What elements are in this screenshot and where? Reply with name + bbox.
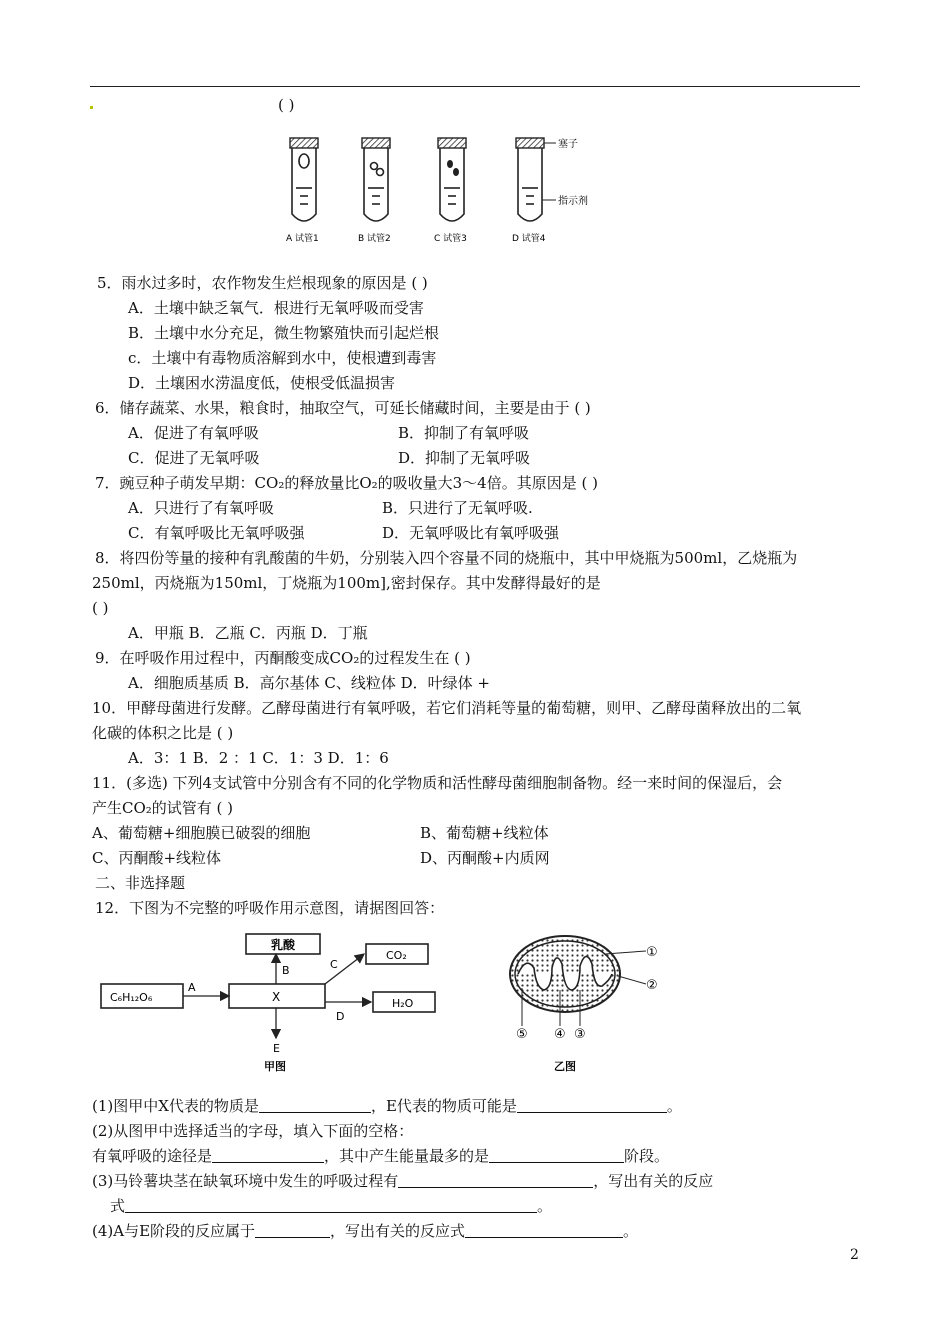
test-tube-figure bbox=[270, 128, 600, 246]
h2o-label: H₂O bbox=[392, 997, 414, 1010]
label-2: ② bbox=[646, 978, 658, 993]
answer-2b-end: 阶段。 bbox=[624, 1147, 670, 1165]
q4-bracket: ( ) bbox=[278, 96, 295, 114]
q7-option-d: D．无氧呼吸比有氧呼吸强 bbox=[382, 524, 560, 542]
page-number: 2 bbox=[850, 1247, 859, 1263]
tube-4 bbox=[516, 138, 556, 221]
answer-3 bbox=[92, 1171, 713, 1191]
tube-1 bbox=[290, 138, 318, 221]
tube-label-1: A 试管1 bbox=[286, 234, 319, 244]
tube-label-2: B 试管2 bbox=[358, 234, 391, 244]
label-5: ⑤ bbox=[516, 1027, 528, 1042]
q7-option-b: B．只进行了无氧呼吸. bbox=[382, 499, 533, 517]
q8-options: A．甲瓶 B．乙瓶 C．丙瓶 D．丁瓶 bbox=[128, 624, 368, 642]
answer-2b-blank-2[interactable] bbox=[489, 1147, 624, 1163]
q11-option-d: D、丙酮酸+内质网 bbox=[420, 849, 550, 867]
q12-stem: 12．下图为不完整的呼吸作用示意图，请据图回答： bbox=[95, 899, 445, 917]
answer-1-blank-2[interactable] bbox=[517, 1097, 667, 1113]
tube-2 bbox=[362, 138, 390, 221]
answer-2b-prefix: 有氧呼吸的途径是 bbox=[92, 1147, 213, 1165]
q11-option-b: B、葡萄糖+线粒体 bbox=[420, 824, 549, 842]
q8-line-1: 8．将四份等量的接种有乳酸菌的牛奶，分别装入四个容量不同的烧瓶中，其中甲烧瓶为500ml，乙烧瓶为 bbox=[95, 549, 798, 567]
answer-1 bbox=[92, 1096, 682, 1116]
q10-line-2: 化碳的体积之比是 ( ) bbox=[92, 724, 234, 742]
answer-1-prefix: (1)图甲中X代表的物质是 bbox=[92, 1097, 259, 1115]
figure-jia bbox=[96, 928, 441, 1074]
q10-options: A．3：1 B．2 ：1 C．1：3 D．1：6 bbox=[128, 749, 389, 767]
answer-3-prefix: (3)马铃薯块茎在缺氧环境中发生的呼吸过程有 bbox=[92, 1172, 399, 1190]
label-b: B bbox=[282, 964, 290, 977]
q6-stem: 6．储存蔬菜、水果，粮食时，抽取空气，可延长储藏时间，主要是由于 ( ) bbox=[95, 399, 591, 417]
q7-option-c: C．有氧呼吸比无氧呼吸强 bbox=[128, 524, 305, 542]
label-c: C bbox=[330, 958, 338, 971]
q11-line-1: 11．(多选) 下列4支试管中分别含有不同的化学物质和活性酵母菌细胞制备物。经一来时间的保湿后，会 bbox=[92, 774, 783, 792]
q5-option-c: c．土壤中有毒物质溶解到水中，使根遭到毒害 bbox=[128, 349, 437, 367]
glucose-label: C₆H₁₂O₆ bbox=[110, 991, 153, 1004]
answer-2: (2)从图甲中选择适当的字母，填入下面的空格： bbox=[92, 1122, 414, 1140]
answer-1-blank-1[interactable] bbox=[259, 1097, 371, 1113]
answer-4-blank-2[interactable] bbox=[465, 1222, 623, 1238]
answer-3b-end: 。 bbox=[537, 1197, 553, 1215]
answer-4-end: 。 bbox=[623, 1222, 639, 1240]
q5-option-a: A．土壤中缺乏氧气．根进行无氧呼吸而受害 bbox=[128, 299, 424, 317]
label-a: A bbox=[188, 981, 196, 994]
figure-yi-caption: 乙图 bbox=[554, 1060, 576, 1073]
q6-option-a: A．促进了有氧呼吸 bbox=[128, 424, 259, 442]
answer-3b-blank[interactable] bbox=[125, 1197, 537, 1213]
page-mark bbox=[90, 106, 93, 109]
answer-3b bbox=[110, 1196, 552, 1216]
stopper-label: 塞子 bbox=[558, 139, 578, 150]
label-4: ④ bbox=[554, 1027, 566, 1042]
q11-line-2: 产生CO₂的试管有 ( ) bbox=[92, 799, 234, 817]
answer-3b-prefix: 式 bbox=[110, 1197, 126, 1215]
answer-3-middle: ，写出有关的反应 bbox=[593, 1172, 714, 1190]
answer-4-prefix: (4)A与E阶段的反应属于 bbox=[92, 1222, 256, 1240]
answer-4-middle: ，写出有关的反应式 bbox=[330, 1222, 466, 1240]
q5-option-b: B．土壤中水分充足，微生物繁殖快而引起烂根 bbox=[128, 324, 440, 342]
tube-3 bbox=[438, 138, 466, 221]
answer-4 bbox=[92, 1221, 638, 1241]
q5-stem: 5．雨水过多时，农作物发生烂根现象的原因是 ( ) bbox=[97, 274, 428, 292]
label-e: E bbox=[273, 1042, 280, 1055]
q7-option-a: A．只进行了有氧呼吸 bbox=[128, 499, 274, 517]
q6-option-b: B．抑制了有氧呼吸 bbox=[398, 424, 530, 442]
section-heading: 二、非选择题 bbox=[95, 874, 186, 892]
answer-2b-blank-1[interactable] bbox=[212, 1147, 324, 1163]
answer-1-end: 。 bbox=[666, 1097, 682, 1115]
q11-option-a: A、葡萄糖+细胞膜已破裂的细胞 bbox=[92, 824, 311, 842]
q11-option-c: C、丙酮酸+线粒体 bbox=[92, 849, 222, 867]
q7-stem: 7．豌豆种子萌发早期：CO₂的释放量比O₂的吸收量大3～4倍。其原因是 ( ) bbox=[95, 474, 598, 492]
label-3: ③ bbox=[574, 1027, 586, 1042]
q5-option-d: D．土壤困水涝温度低，使根受低温损害 bbox=[128, 374, 396, 392]
answer-4-blank-1[interactable] bbox=[255, 1222, 330, 1238]
co2-label: CO₂ bbox=[386, 949, 407, 962]
q10-line-1: 10．甲酵母菌进行发酵。乙酵母菌进行有氧呼吸，若它们消耗等量的葡萄糖，则甲、乙酵母菌释放出的二氧 bbox=[92, 699, 802, 717]
tube-label-4: D 试管4 bbox=[512, 234, 546, 244]
q9-options: A．细胞质基质 B．高尔基体 C、线粒体 D．叶绿体 + bbox=[128, 674, 491, 692]
lactic-label: 乳酸 bbox=[271, 938, 296, 952]
answer-2b-middle: ，其中产生能量最多的是 bbox=[324, 1147, 490, 1165]
q9-stem: 9．在呼吸作用过程中，丙酮酸变成CO₂的过程发生在 ( ) bbox=[95, 649, 471, 667]
header-rule bbox=[90, 86, 860, 87]
q6-option-d: D．抑制了无氧呼吸 bbox=[398, 449, 531, 467]
q8-line-2: 250ml，丙烧瓶为150ml，丁烧瓶为100m],密封保存。其中发酵得最好的是 bbox=[92, 574, 601, 592]
x-label: X bbox=[272, 990, 281, 1004]
q6-option-c: C．促进了无氧呼吸 bbox=[128, 449, 260, 467]
q8-bracket: ( ) bbox=[92, 599, 109, 617]
label-1: ① bbox=[646, 945, 658, 960]
label-d: D bbox=[336, 1010, 345, 1023]
answer-2b bbox=[92, 1146, 669, 1166]
indicator-label: 指示剂 bbox=[558, 196, 588, 207]
figure-yi bbox=[500, 928, 700, 1074]
answer-3-blank-1[interactable] bbox=[398, 1172, 593, 1188]
answer-1-middle: ，E代表的物质可能是 bbox=[370, 1097, 517, 1115]
tube-label-3: C 试管3 bbox=[434, 234, 467, 244]
figure-jia-caption: 甲图 bbox=[264, 1060, 286, 1073]
